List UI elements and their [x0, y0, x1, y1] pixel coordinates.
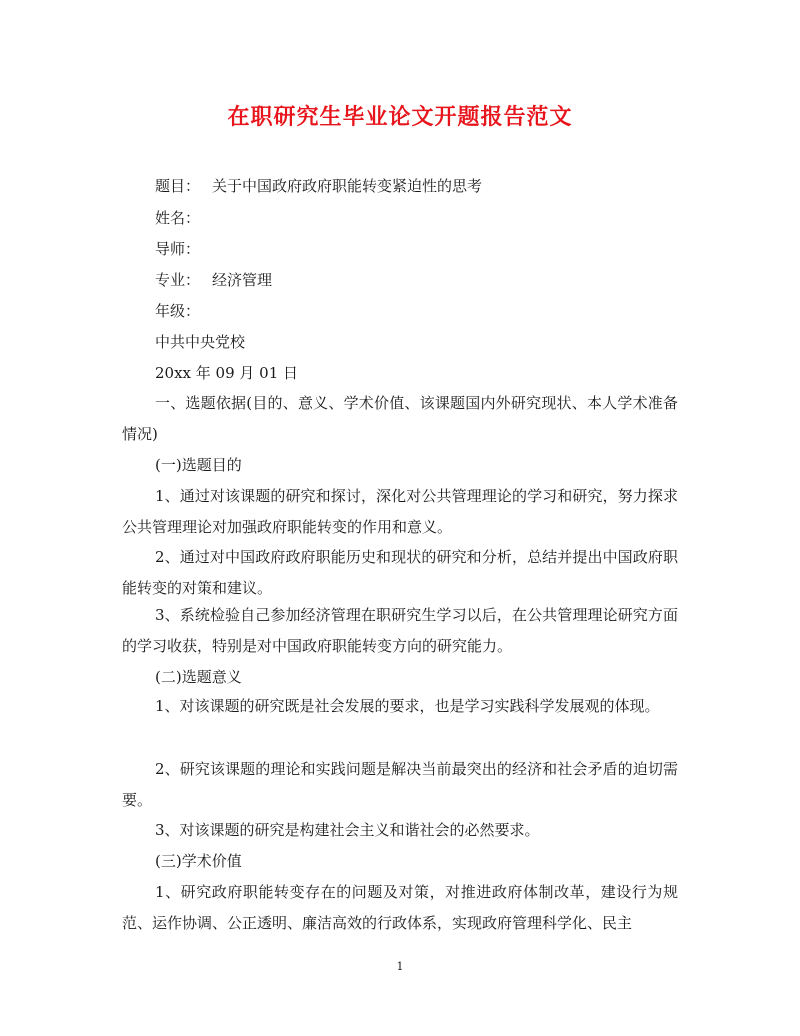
significance-item-3: 3、对该课题的研究是构建社会主义和谐社会的必然要求。	[155, 821, 540, 839]
advisor-line	[155, 239, 200, 259]
topic-label: 题目：	[155, 177, 201, 195]
subsection-academic-value: (三)学术价值	[155, 852, 242, 870]
page-number: 1	[396, 960, 404, 973]
section-basis: 一、选题依据(目的、意义、学术价值、该课题国内外研究现状、本人学术准备情况)	[122, 394, 678, 443]
document-title: 在职研究生毕业论文开题报告范文	[227, 104, 573, 130]
subsection-purpose: (一)选题目的	[155, 456, 242, 474]
name-line	[155, 208, 200, 228]
purpose-item-3: 3、系统检验自己参加经济管理在职研究生学习以后，在公共管理理论研究方面的学习收获，特别是对中国政府职能转变方向的研究能力。	[122, 606, 678, 655]
major-value: 经济管理	[212, 271, 273, 289]
purpose-item-1: 1、通过对该课题的研究和探讨，深化对公共管理理论的学习和研究，努力探求公共管理理论对加强政府职能转变的作用和意义。	[122, 487, 678, 536]
significance-item-2: 2、研究该课题的理论和实践问题是解决当前最突出的经济和社会矛盾的迫切需要。	[122, 760, 678, 809]
topic-value: 关于中国政府政府职能转变紧迫性的思考	[212, 177, 483, 195]
major-label: 专业：	[155, 271, 201, 289]
institution-line: 中共中央党校	[155, 333, 246, 351]
advisor-label: 导师：	[155, 240, 201, 258]
date-line: 20xx 年 09 月 01 日	[155, 364, 299, 382]
name-label: 姓名：	[155, 209, 201, 227]
topic-line	[155, 176, 482, 196]
grade-line	[155, 301, 200, 321]
significance-item-1: 1、对该课题的研究既是社会发展的要求，也是学习实践科学发展观的体现。	[155, 697, 660, 715]
subsection-significance: (二)选题意义	[155, 668, 242, 686]
academic-value-item-1: 1、研究政府职能转变存在的问题及对策，对推进政府体制改革，建设行为规范、运作协调、公正透明、廉洁高效的行政体系，实现政府管理科学化、民主	[122, 883, 678, 932]
major-line	[155, 270, 272, 290]
grade-label: 年级：	[155, 302, 201, 320]
purpose-item-2: 2、通过对中国政府政府职能历史和现状的研究和分析，总结并提出中国政府职能转变的对策和建议。	[122, 548, 678, 597]
